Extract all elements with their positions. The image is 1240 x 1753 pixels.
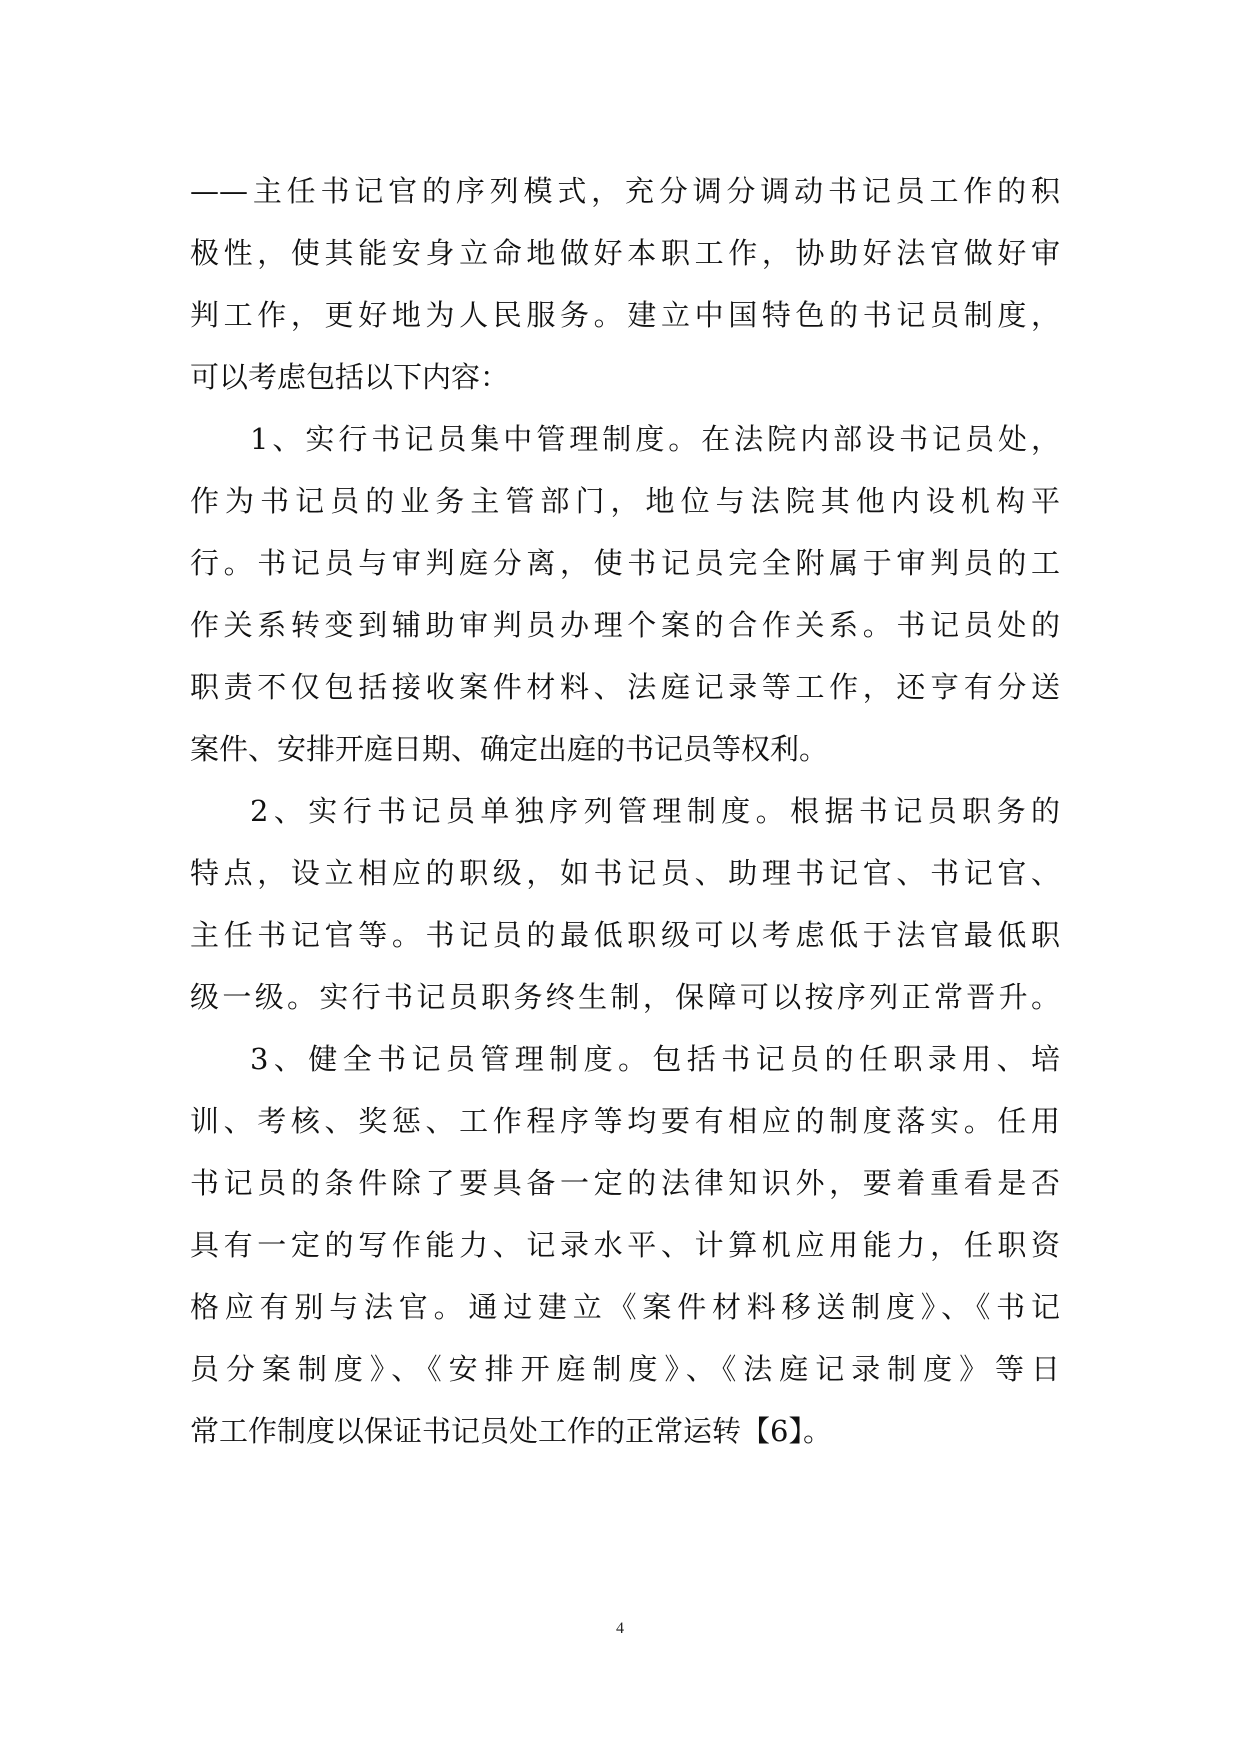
text-line: 书记员的条件除了要具备一定的法律知识外，要着重看是否 [190,1166,1060,1200]
page-number: 4 [616,1620,624,1637]
text-line: ——主任书记官的序列模式，充分调分调动书记员工作的积 [190,174,1060,208]
text-line: 职责不仅包括接收案件材料、法庭记录等工作，还亨有分送 [190,670,1060,704]
text-line: 2、实行书记员单独序列管理制度。根据书记员职务的 [250,794,1060,828]
text-line: 格应有别与法官。通过建立《案件材料移送制度》、《书记 [190,1290,1060,1324]
text-line: 极性，使其能安身立命地做好本职工作，协助好法官做好审 [190,236,1060,270]
text-line: 案件、安排开庭日期、确定出庭的书记员等权利。 [190,732,829,766]
text-line: 常工作制度以保证书记员处工作的正常运转【6】。 [190,1414,832,1448]
text-line: 行。书记员与审判庭分离，使书记员完全附属于审判员的工 [190,546,1060,580]
text-line: 员分案制度》、《安排开庭制度》、《法庭记录制度》等日 [190,1352,1060,1386]
text-line: 1、实行书记员集中管理制度。在法院内部设书记员处， [250,422,1060,456]
text-line: 可以考虑包括以下内容： [190,360,510,394]
text-line: 特点，设立相应的职级，如书记员、助理书记官、书记官、 [190,856,1060,890]
text-line: 3、健全书记员管理制度。包括书记员的任职录用、培 [250,1042,1060,1076]
text-line: 作关系转变到辅助审判员办理个案的合作关系。书记员处的 [190,608,1060,642]
text-line: 判工作，更好地为人民服务。建立中国特色的书记员制度， [190,298,1060,332]
text-line: 主任书记官等。书记员的最低职级可以考虑低于法官最低职 [190,918,1060,952]
text-line: 训、考核、奖惩、工作程序等均要有相应的制度落实。任用 [190,1104,1060,1138]
text-line: 作为书记员的业务主管部门，地位与法院其他内设机构平 [190,484,1060,518]
text-line: 级一级。实行书记员职务终生制，保障可以按序列正常晋升。 [190,980,1060,1014]
text-line: 具有一定的写作能力、记录水平、计算机应用能力，任职资 [190,1228,1060,1262]
body-text [190,160,1060,1462]
